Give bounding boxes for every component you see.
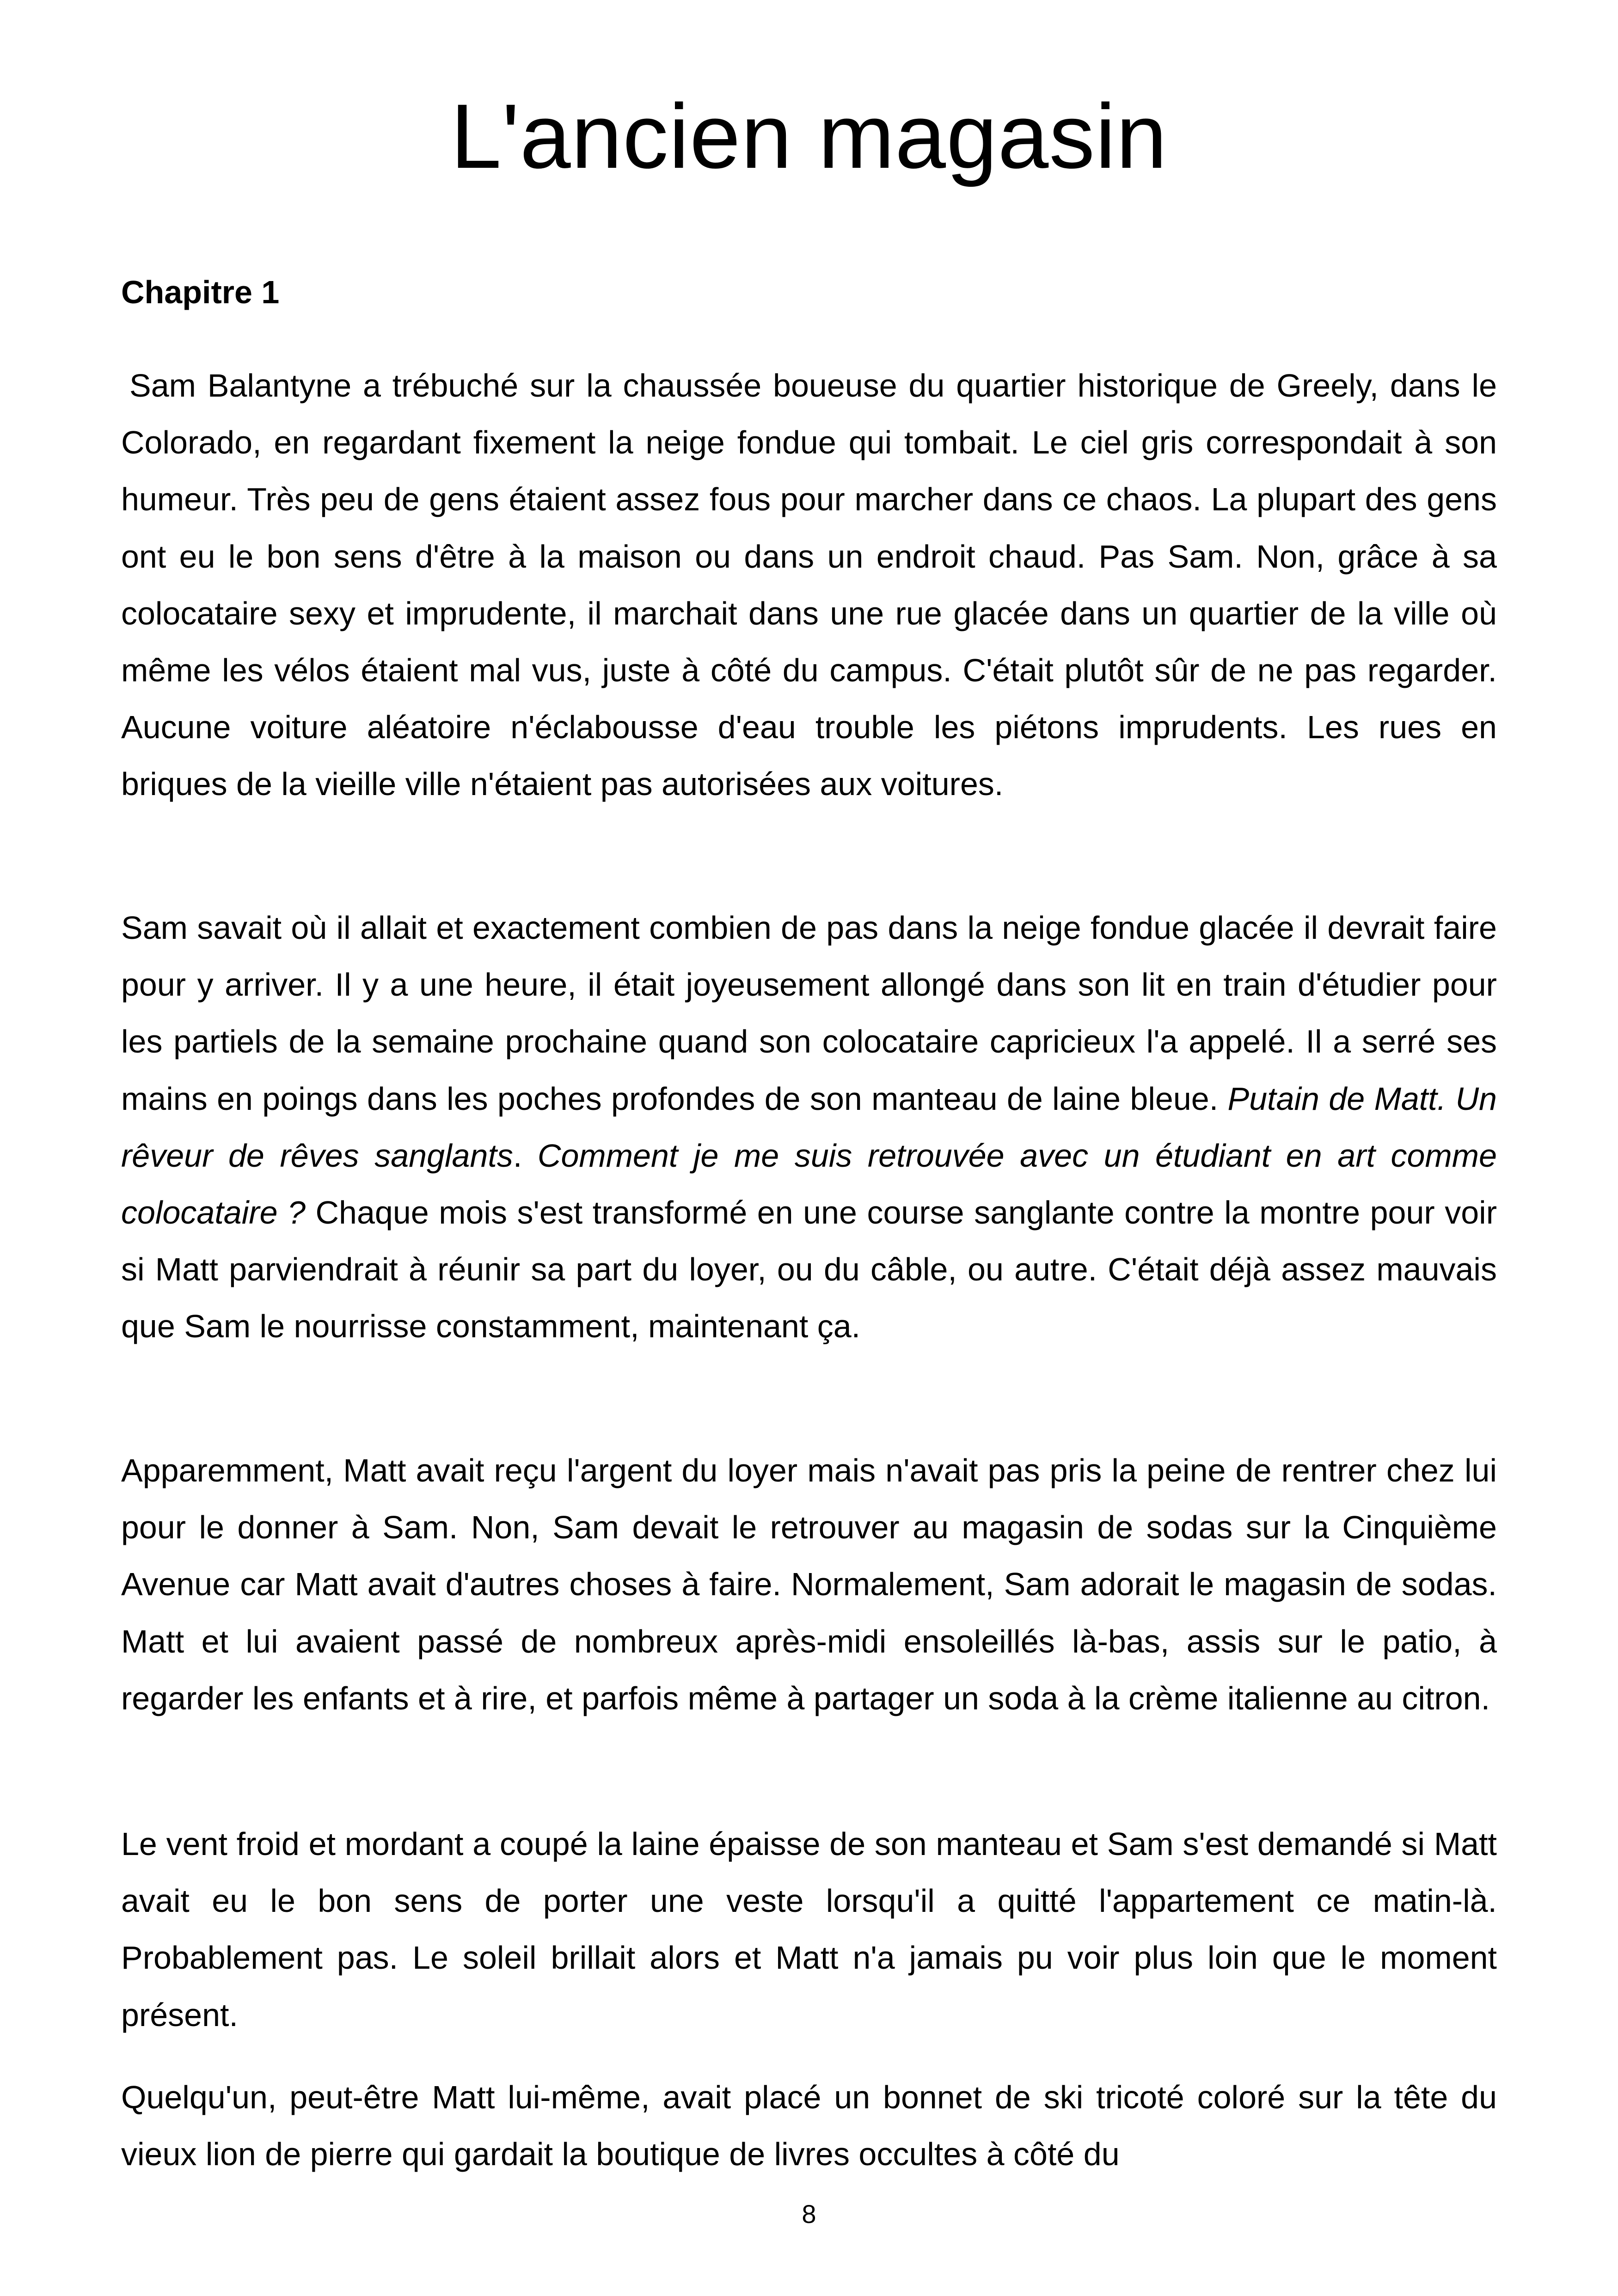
paragraph-2-text-after: Chaque mois s'est transformé en une course sanglante contre la montre pour voir si Matt parviendrait à réunir sa part du loyer, ou du câble, ou autre. C'était déjà assez mauvais que Sam le nourrisse constamment, maintenant ça. xyxy=(121,1194,1497,1345)
document-title: L'ancien magasin xyxy=(450,85,1168,187)
paragraph-1: Sam Balantyne a trébuché sur la chaussée boueuse du quartier historique de Greely, dans le Colorado, en regardant fixement la neige fondue qui tombait. Le ciel gris correspondait à son humeur. Très peu de gens étaient assez fous pour marcher dans ce chaos. La plupart des gens ont eu le bon sens d'être à la maison ou dans un endroit chaud. Pas Sam. Non, grâce à sa colocataire sexy et imprudente, il marchait dans une rue glacée dans un quartier de la ville où même les vélos étaient mal vus, juste à côté du campus. C'était plutôt sûr de ne pas regarder. Aucune voiture aléatoire n'éclabousse d'eau trouble les piétons imprudents. Les rues en briques de la vieille ville n'étaient pas autorisées aux voitures. xyxy=(121,367,1497,802)
paragraph-3: Apparemment, Matt avait reçu l'argent du loyer mais n'avait pas pris la peine de rentrer chez lui pour le donner à Sam. Non, Sam devait le retrouver au magasin de sodas sur la Cinquième Avenue car Matt avait d'autres choses à faire. Normalement, Sam adorait le magasin de sodas. Matt et lui avaient passé de nombreux après-midi ensoleillés là-bas, assis sur le patio, à regarder les enfants et à rire, et parfois même à partager un soda à la crème italienne au citron. xyxy=(121,1452,1497,1716)
paragraph-2-separator: . xyxy=(513,1137,538,1174)
page-number: 8 xyxy=(802,2199,816,2229)
paragraph-2 xyxy=(121,900,1497,1355)
paragraph-2-italic-thought-1: Putain de Matt. Un rêveur de rêves sanglants xyxy=(121,1080,1497,1174)
paragraph-2-italic-thought-2: Comment je me suis retrouvée avec un étudiant en art comme colocataire ? xyxy=(121,1137,1497,1231)
paragraph-5: Quelqu'un, peut-être Matt lui-même, avait placé un bonnet de ski tricoté coloré sur la tête du vieux lion de pierre qui gardait la boutique de livres occultes à côté du xyxy=(121,2079,1497,2173)
paragraph-4: Le vent froid et mordant a coupé la laine épaisse de son manteau et Sam s'est demandé si Matt avait eu le bon sens de porter une veste lorsqu'il a quitté l'appartement ce matin-là. Probablement pas. Le soleil brillait alors et Matt n'a jamais pu voir plus loin que le moment présent. xyxy=(121,1826,1497,2033)
paragraph-2-text-before: Sam savait où il allait et exactement combien de pas dans la neige fondue glacée il devrait faire pour y arriver. Il y a une heure, il était joyeusement allongé dans son lit en train d'étudier pour les partiels de la semaine prochaine quand son colocataire capricieux l'a appelé. Il a serré ses mains en poings dans les poches profondes de son manteau de laine bleue. xyxy=(121,910,1497,1117)
chapter-heading: Chapitre 1 xyxy=(121,274,280,310)
